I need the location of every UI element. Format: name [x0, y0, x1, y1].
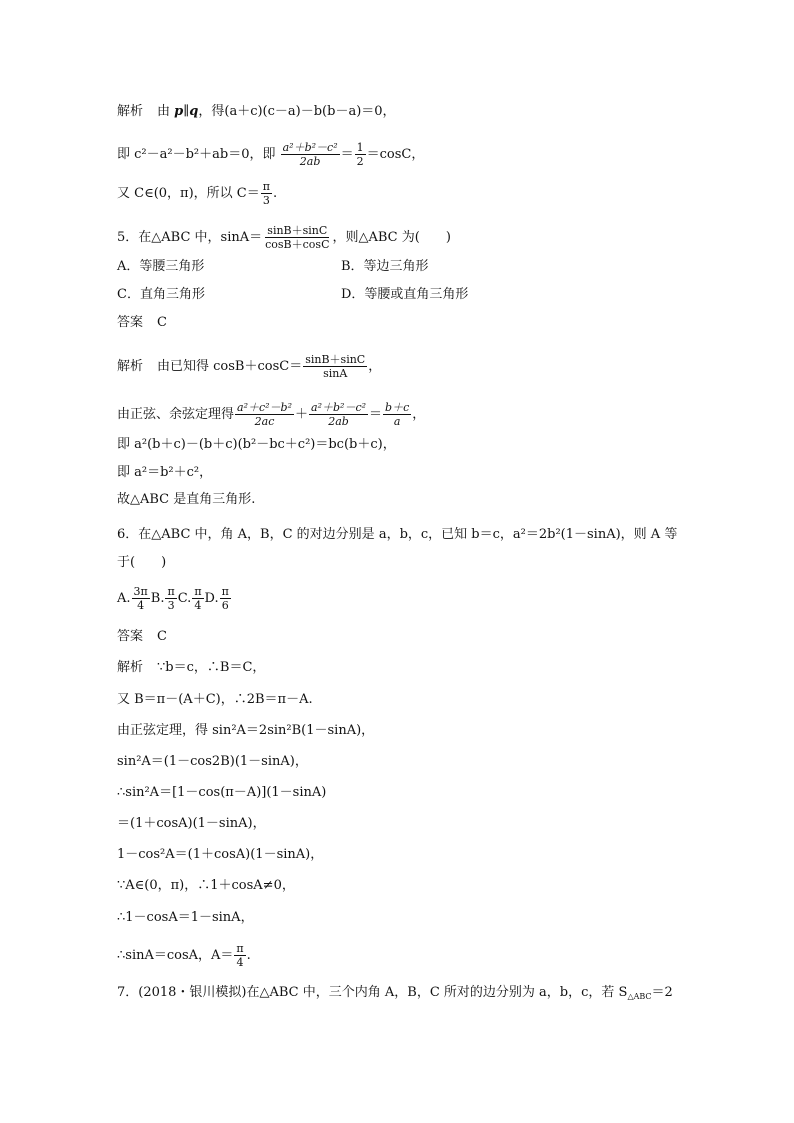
- q6-option-d: D.: [204, 591, 219, 606]
- q5-analysis-3: 即 a²(b＋c)－(b＋c)(b²－bc＋c²)＝bc(b＋c)，: [117, 437, 396, 452]
- fraction: $\frac{\pi}{4}$: [194, 585, 202, 612]
- q6-analysis-7: 1－cos²A＝(1＋cosA)(1－sinA)，: [117, 847, 324, 862]
- fraction: $\frac{\text{a²＋b²－c²}}{2ab}$: [282, 141, 338, 168]
- q7-stem: 7．(2018・银川模拟)在△ABC 中，三个内角 A，B，C 所对的边分别为 a，b，c，若 $S_{\triangle ABC}=2$: [117, 985, 673, 1001]
- analysis-label: 解析: [117, 104, 144, 119]
- p4-line-2: 即 c²－a²－b²＋ab＝0，即 $\frac{\text{a²＋b²－c²}}{2ab}$ ＝ $\frac{1}{2}$ ＝cosC，: [117, 141, 425, 168]
- analysis-label: 解析: [117, 359, 144, 374]
- q5-option-a: A．等腰三角形: [117, 259, 205, 274]
- analysis-label: 解析: [117, 660, 144, 675]
- q5-option-d: D．等腰或直角三角形: [341, 287, 469, 302]
- p4-line-1: 解析 由 p∥q，得(a＋c)(c－a)－b(b－a)＝0，: [117, 104, 396, 119]
- q6-analysis-3: 由正弦定理，得 sin²A＝2sin²B(1－sinA)，: [117, 723, 375, 738]
- q6-answer: [117, 629, 167, 645]
- fraction: $\frac{3\pi}{4}$: [133, 585, 148, 612]
- q6-option-a: A.: [117, 591, 131, 606]
- q5-option-c: C．直角三角形: [117, 287, 205, 302]
- fraction: $\frac{\text{a²＋b²－c²}}{2ab}$: [311, 401, 367, 428]
- fraction: $\frac{1}{2}$: [356, 141, 364, 168]
- q6-analysis-5: ∴sin²A＝[1－cos(π－A)](1－sinA): [117, 785, 327, 800]
- q6-stem-line-2: 于( ): [117, 555, 167, 570]
- q5-analysis-5: 故△ABC 是直角三角形.: [117, 492, 256, 507]
- q6-analysis-1: 解析 ∵b＝c，∴B＝C，: [117, 660, 266, 675]
- answer-label: 答案: [117, 629, 144, 644]
- q6-analysis-6: ＝(1＋cosA)(1－sinA)，: [117, 816, 266, 831]
- fraction: $\frac{\sin B+\sin C}{\cos B+\cos C}$: [265, 224, 330, 251]
- q6-options: [117, 585, 232, 612]
- fraction: $\frac{\pi}{3}$: [167, 585, 175, 612]
- q5-answer: [117, 315, 167, 331]
- p4-line-3: 又 C∈(0，π)，所以 C＝ $\frac{\pi}{3}$ .: [117, 180, 278, 207]
- q6-analysis-8: ∵A∈(0，π)，∴1＋cosA≠0，: [117, 878, 295, 893]
- answer-value: C: [157, 315, 167, 330]
- answer-value: C: [157, 629, 167, 644]
- q5-option-b: B．等边三角形: [341, 259, 429, 274]
- q5-analysis-1: 解析 由已知得 cosB＋cosC＝ $\frac{\sin B+\sin C}{\sin A}$ ，: [117, 353, 382, 380]
- q6-analysis-4: sin²A＝(1－cos2B)(1－sinA)，: [117, 754, 308, 769]
- q5-analysis-4: 即 a²＝b²＋c²，: [117, 465, 213, 480]
- fraction: $\frac{\sin B+\sin C}{\sin A}$: [305, 353, 366, 380]
- q6-option-b: B.: [150, 591, 165, 606]
- fraction: $\frac{\pi}{4}$: [236, 942, 244, 969]
- q6-option-c: C.: [177, 591, 192, 606]
- q6-analysis-2: 又 B＝π－(A＋C)，∴2B＝π－A.: [117, 692, 313, 707]
- q5-analysis-2: 由正弦、余弦定理得 $\frac{\text{a²＋c²－b²}}{2ac}$ ＋ $\frac{\text{a²＋b²－c²}}{2ab}$ ＝ $\frac{b+c}{a}$ ，: [117, 401, 426, 428]
- answer-label: 答案: [117, 315, 144, 330]
- q6-analysis-10: ∴sinA＝cosA，A＝ $\frac{\pi}{4}$ .: [117, 942, 251, 969]
- fraction: $\frac{b+c}{a}$: [385, 401, 410, 428]
- fraction: $\frac{\pi}{6}$: [221, 585, 229, 612]
- q6-stem-line-1: 6．在△ABC 中，角 A，B，C 的对边分别是 a，b，c，已知 b＝c，a²＝2b²(1－sinA)，则 A 等: [117, 527, 678, 542]
- fraction: $\frac{\pi}{3}$: [262, 180, 270, 207]
- fraction: $\frac{\text{a²＋c²－b²}}{2ac}$: [237, 401, 293, 428]
- q5-stem: 5．在△ABC 中，sinA＝ $\frac{\sin B+\sin C}{\cos B+\cos C}$ ，则△ABC 为( ): [117, 224, 451, 251]
- q6-analysis-9: ∴1－cosA＝1－sinA，: [117, 910, 254, 925]
